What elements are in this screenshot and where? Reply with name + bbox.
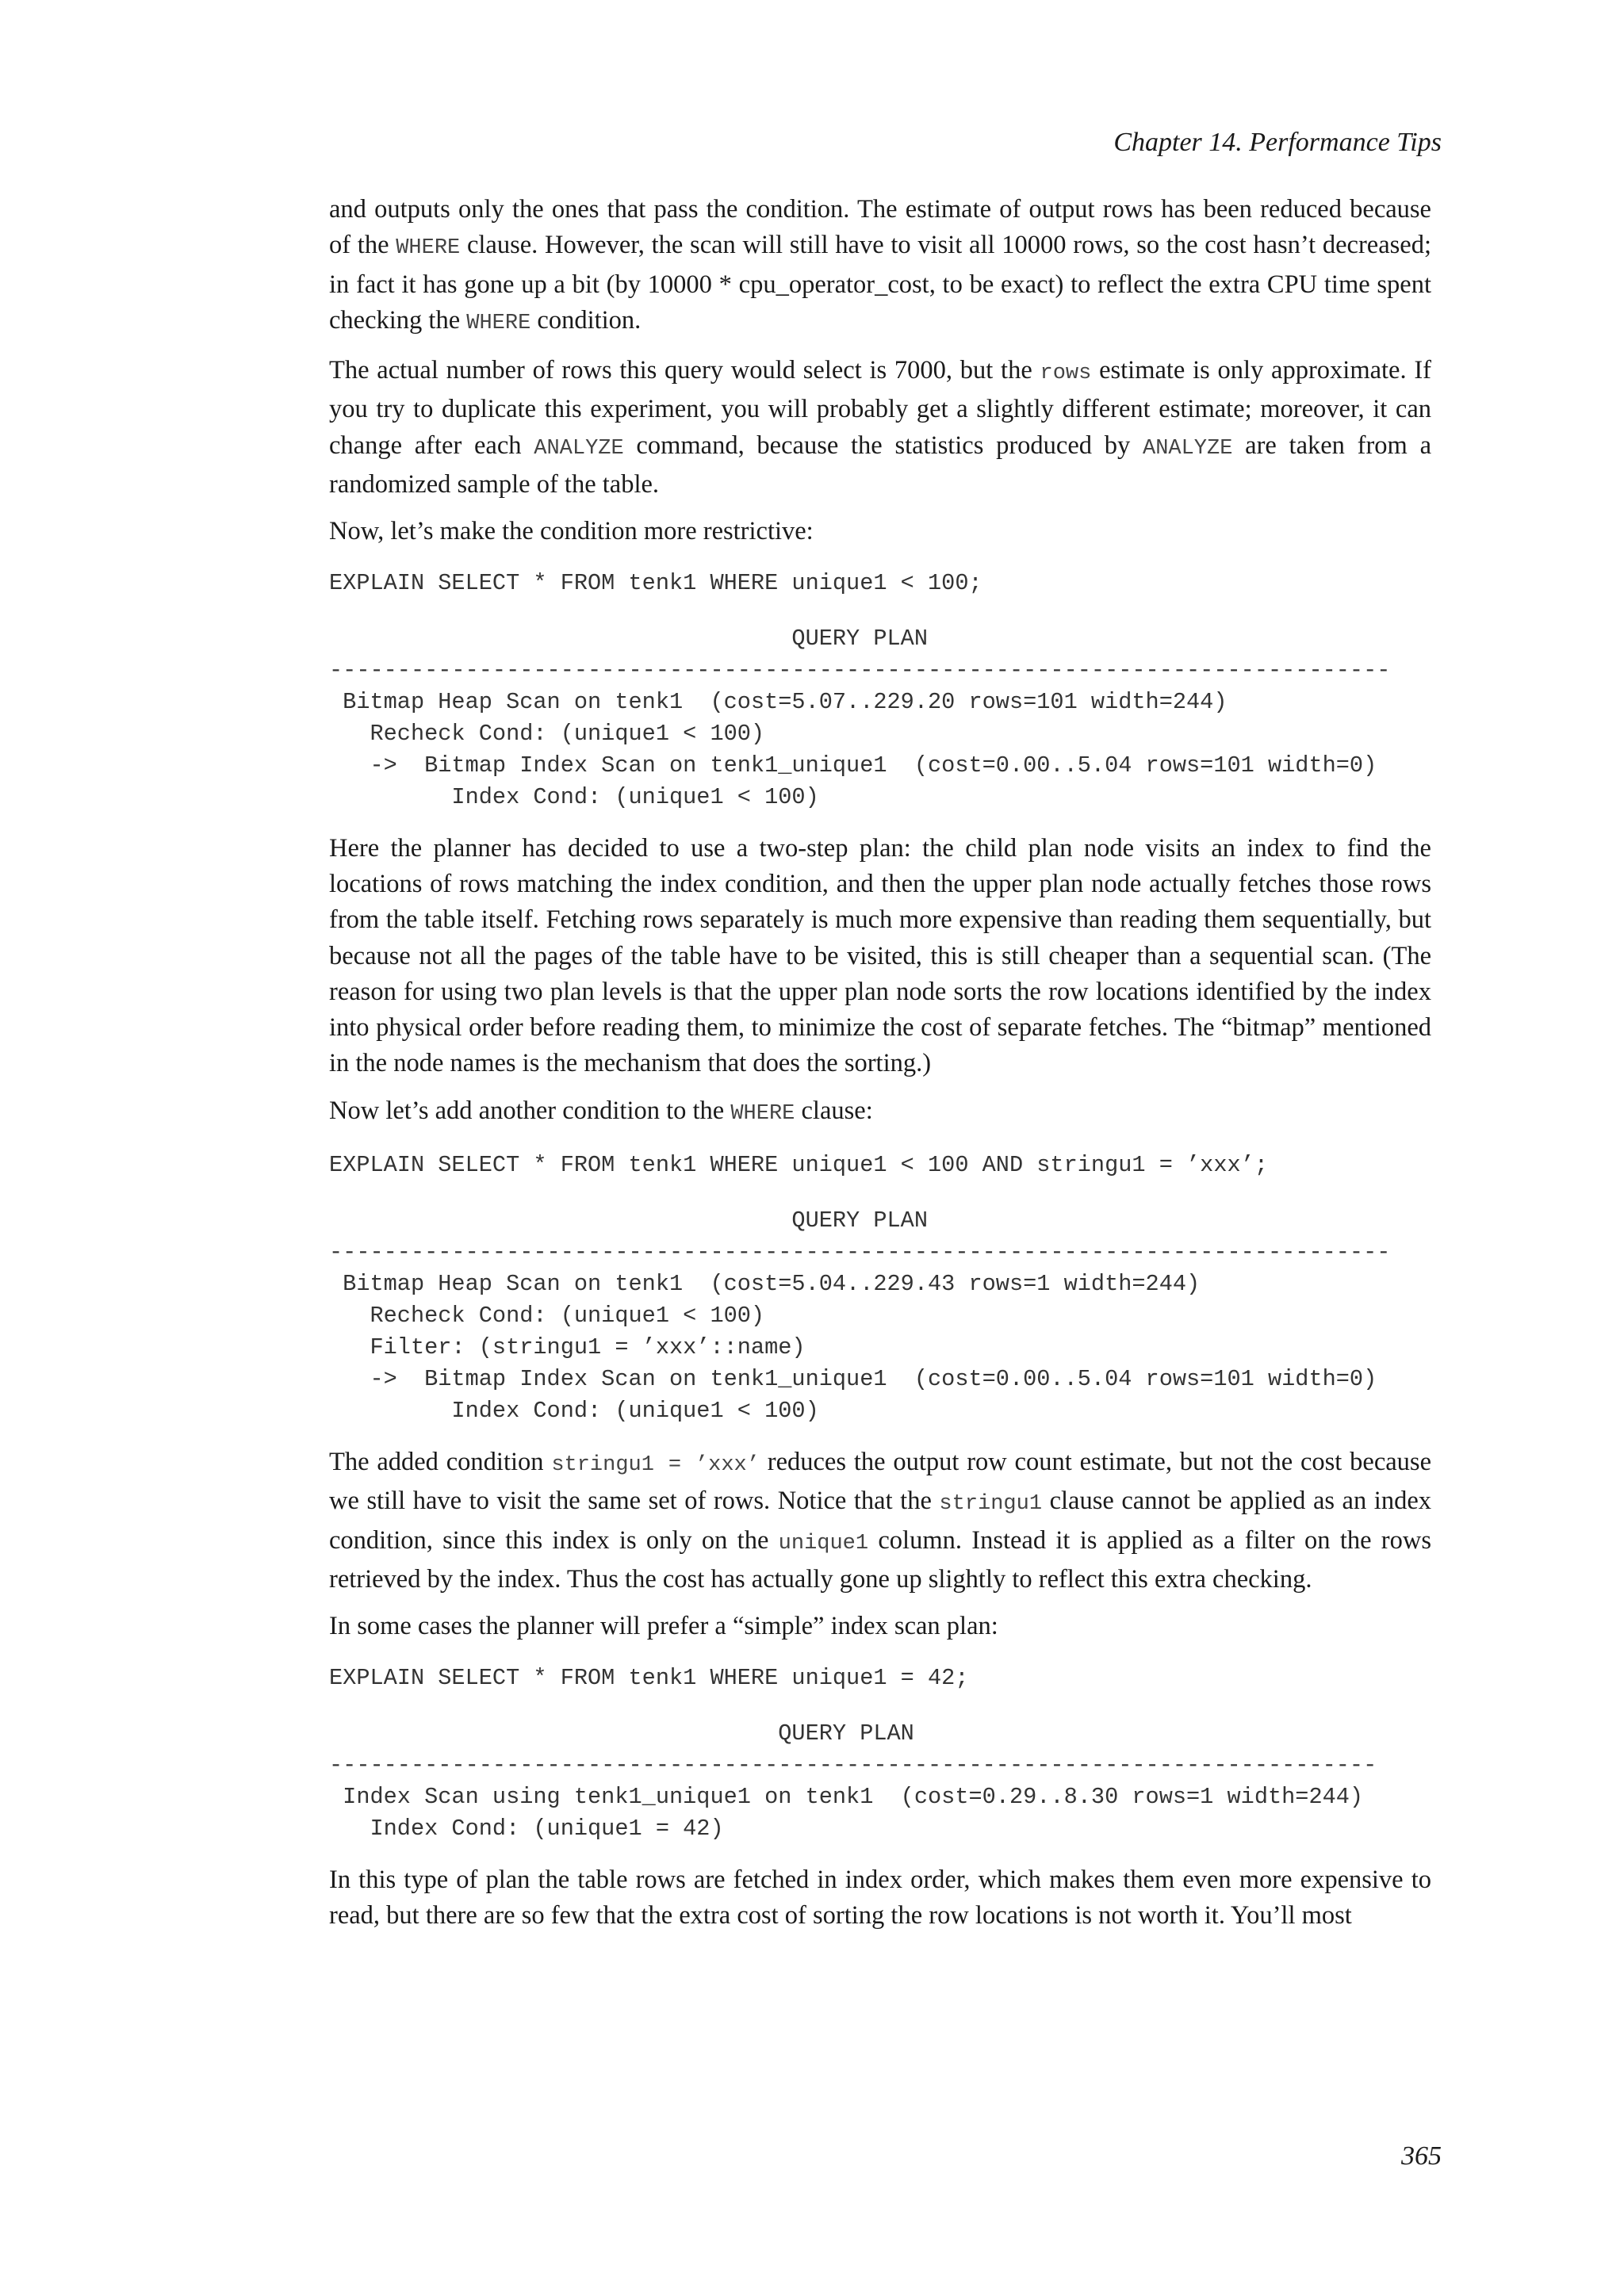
paragraph: [329, 1093, 1431, 1132]
paragraph-text: clause. However, the scan will still have to visit all 10000 rows, so the cost hasn’t decreased; in fact it has gone up a bit (by 10000 * cpu_operator_cost, to be exact) to reflect the extra CPU time spent checking the: [329, 231, 1431, 335]
paragraph-text: Now, let’s make the condition more restrictive:: [329, 517, 814, 546]
page-number: 365: [1401, 2141, 1442, 2171]
paragraph-text: Here the planner has decided to use a two-step plan: the child plan node visits an index to find the locations of rows matching the index condition, and then the upper plan node actually fetches those rows from the table itself. Fetching rows separately is much more expensive than reading them sequentially, but because not all the pages of the table have to be visited, this is still cheaper than a sequential scan. (The reason for using two plan levels is that the upper plan node sorts the row locations identified by the index into physical order before reading them, to minimize the cost of separate fetches. The “bitmap” mentioned in the node names is the mechanism that does the sorting.): [329, 833, 1431, 1078]
paragraph: [329, 353, 1431, 503]
page-body: [329, 192, 1431, 1945]
paragraph-text: In this type of plan the table rows are fetched in index order, which makes them even more expensive to read, but there are so few that the extra cost of sorting the row locations is not worth it. You’ll most: [329, 1865, 1431, 1930]
paragraph-text: reduces the output row count estimate, but not the cost because we still have to visit the same set of rows. Notice that the: [329, 1448, 1431, 1516]
inline-code: stringu1 = ’xxx’: [551, 1453, 760, 1478]
paragraph-text: clause:: [795, 1096, 873, 1125]
paragraph-text: column. Instead it is applied as a filter on the rows retrieved by the index. Thus the cost has actually gone up slightly to reflect this extra checking.: [329, 1525, 1431, 1594]
inline-code: stringu1: [939, 1492, 1043, 1517]
paragraph-text: command, because the statistics produced by: [623, 430, 1143, 460]
sql-command: EXPLAIN SELECT * FROM tenk1 WHERE unique1 < 100;: [329, 569, 982, 596]
paragraph-text: and outputs only the ones that pass the condition. The estimate of output rows has been reduced because of the: [329, 195, 1431, 260]
inline-code: ANALYZE: [534, 436, 624, 461]
paragraph-text: are taken from a randomized sample of the table.: [329, 430, 1431, 499]
paragraph-text: estimate is only approximate. If you try to duplicate this experiment, you will probably get a slightly different estimate; moreover, it can change after each: [329, 356, 1431, 460]
paragraph: [329, 1862, 1431, 1934]
inline-code: WHERE: [466, 311, 531, 335]
query-plan-output: QUERY PLAN ------------------------------------------------------------------------------ Bitmap Heap Scan on tenk1 (cost=5.04..229.43 rows=1 width=244) Recheck Cond: (unique1 < 100) Filter: (stringu1 = ’xxx’::name) -> Bitmap Index Scan on tenk1_unique1 (cost=0.00..5.04 rows=101 width=0) Index Cond: (unique1 < 100): [329, 1207, 1391, 1425]
paragraph-text: The actual number of rows this query would select is 7000, but the: [329, 356, 1040, 385]
inline-code: unique1: [778, 1531, 869, 1556]
running-head: Chapter 14. Performance Tips: [1113, 128, 1442, 157]
query-plan-output: QUERY PLAN ----------------------------------------------------------------------------- Index Scan using tenk1_unique1 on tenk1 (cost=0.29..8.30 rows=1 width=244) Index Cond: (unique1 = 42): [329, 1720, 1377, 1842]
paragraph-text: Now let’s add another condition to the: [329, 1096, 731, 1125]
paragraph: [329, 1609, 1431, 1644]
paragraph-text: condition.: [530, 305, 642, 335]
inline-code: ANALYZE: [1143, 436, 1233, 461]
inline-code: rows: [1040, 362, 1092, 386]
paragraph: [329, 192, 1431, 342]
paragraph: [329, 1445, 1431, 1598]
inline-code: WHERE: [730, 1101, 795, 1126]
inline-code: WHERE: [396, 236, 461, 261]
paragraph-text: The added condition: [329, 1448, 552, 1477]
paragraph-text: clause cannot be applied as an index condition, since this index is only on the: [329, 1487, 1431, 1555]
paragraph-text: In some cases the planner will prefer a “simple” index scan plan:: [329, 1612, 998, 1641]
query-plan-output: QUERY PLAN ------------------------------------------------------------------------------ Bitmap Heap Scan on tenk1 (cost=5.07..229.20 rows=101 width=244) Recheck Cond: (unique1 < 100) -> Bitmap Index Scan on tenk1_unique1 (cost=0.00..5.04 rows=101 width=0) Index Cond: (unique1 < 100): [329, 625, 1391, 810]
paragraph: [329, 514, 1431, 549]
paragraph: [329, 831, 1431, 1082]
sql-command: EXPLAIN SELECT * FROM tenk1 WHERE unique1 < 100 AND stringu1 = ’xxx’;: [329, 1152, 1268, 1179]
sql-command: EXPLAIN SELECT * FROM tenk1 WHERE unique1 = 42;: [329, 1664, 969, 1691]
